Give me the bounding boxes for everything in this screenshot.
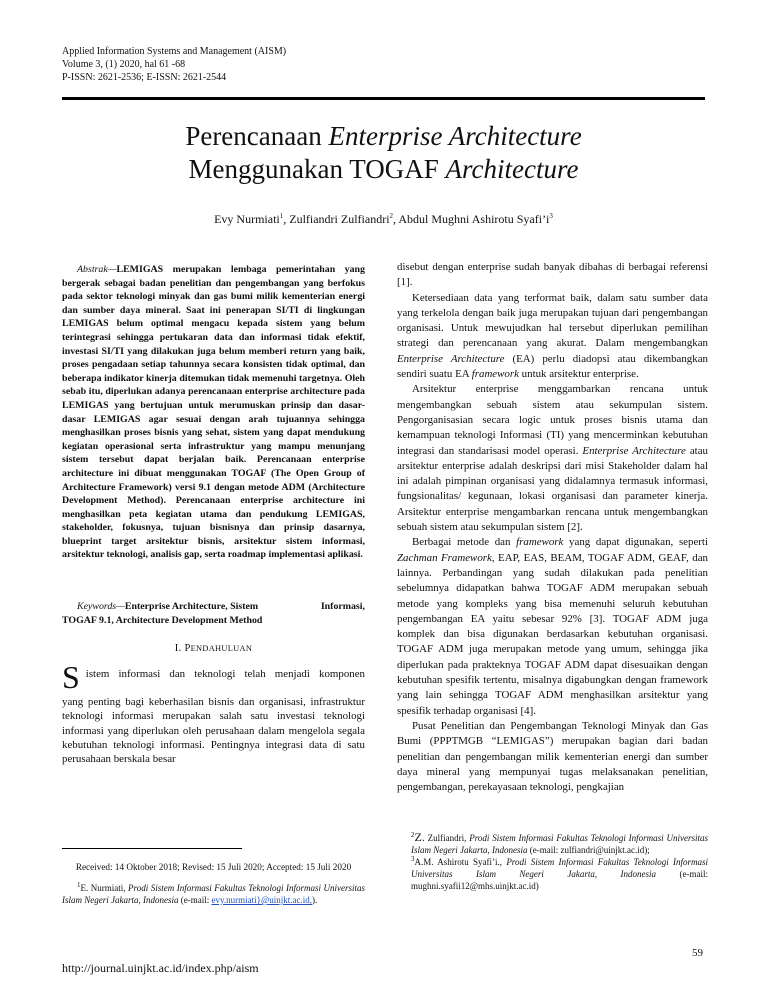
- right-column-text: disebut dengan enterprise sudah banyak dibahas di berbagai referensi [1]. Ketersediaan data yang terformat baik, dalam satu sumber data yang terkelola dengan baik juga merupakan tujuan dari pengembangan organisasi. Untuk mewujudkan hal tersebut diperlukan pemilihan strategi dan perencanaan yang akurat. Dalam mengembangkan Enterprise Architecture (EA) perlu diadopsi atau dikembangkan sendiri suatu EA framework untuk arsitektur enterprise. Arsitektur enterprise menggambarkan rencana untuk mengembangkan sebuah sistem atau sekumpulan sistem. Pengorganisasian secara logic untuk proses bisnis utama dan kemampuan teknologi Informasi (TI) yang mencerminkan kebutuhan integrasi dan standarisasi model operasi. Enterprise Architecture atau arsitektur enterprise adalah deskripsi dari misi Stakeholder dalam hal ini adalah pimpinan organisasi yang didalamnya termasuk informasi, fungsionalitas/ kegunaan, lokasi organisasi dan parameter kinerja. Arsitektur enterprise mengambarkan rencana untuk mengembangkan sebuah sistem atau sekumpulan sistem [2]. Berbagai metode dan framework yang dapat digunakan, seperti Zachman Framework, EAP, EAS, BEAM, TOGAF ADM, GEAF, dan lainnya. Perbandingan yang sudah dilakukan pada penelitian sebelumnya didapatkan bahwa TOGAF ADM merupakan sebuah metode yang kompleks yang bisa memenuhi seluruh kebutuhan pengembangan EA yaitu sebesar 92% [3]. TOGAF ADM juga komplek dan bisa digunakan berdasarkan kebutuhan organisasi. TOGAF ADM juga merupakan metode yang umum, sehingga jika diperlukan pada prakteknya TOGAF ADM dapat disesuaikan dengan kebutuhan spesifik tertentu, misalnya digabungkan dengan framework yang lain sehingga TOGAF ADM menghasilkan arsitektur yang spesifik terhadap organisasi [4]. Pusat Penelitian dan Pengembangan Teknologi Minyak dan Gas Bumi (PPPTMGB “LEMIGAS”) merupakan bagian dari badan penelitian dan pengembangan milik kementerian energi dan sumber daya mineral yang mempunyai tugas melaksanakan penelitian, pengembangan, perekayasaan teknologi, pengkajian: [397, 261, 709, 794]
- author-2: Zulfiandri Zulfiandri: [289, 212, 390, 226]
- footnote-author-1: $^1$E. Nurmiati, Prodi Sistem Informasi Fakultas Teknologi Informasi Universitas Islam Negeri Jakarta, Indonesia (e-mail: evy.nurmiati}@uinjkt.ac.id,).: [62, 881, 365, 905]
- footnote-authors-2-3: $^2$Z. Zulfiandri, Prodi Sistem Informasi Fakultas Teknologi Informasi Universitas Islam Negeri Jakarta, Indonesia (e-mail: zulfiandri@uinjkt.ac.id); $^3$A.M. Ashirotu Syafi’i., Prodi Sistem Informasi Fakultas Teknologi Informasi Universitas Islam Negeri Jakarta, Indonesia (e-mail: mughni.syafii12@mhs.uinjkt.ac.id): [411, 830, 708, 891]
- abstract-label: Abstrak—: [77, 264, 117, 275]
- author-3: Abdul Mughni Ashirotu Syafi’i: [398, 212, 550, 226]
- abstract-text: LEMIGAS merupakan lembaga pemerintahan yang bergerak sebagai badan penelitian dan pengembangan yang berfokus pada sektor teknologi minyak dan gas bumi milik kementerian energi dan sumber daya mineral. Saat ini penerapan SI/TI di lingkungan LEMIGAS belum optimal mengacu kepada sistem yang belum terintegrasi sehingga pertukaran data dan informasi tidak efektif, investasi SI/TI yang dilakukan juga belum memberi return yang baik, proses pengadaan setiap tahunnya secara konsisten tidak optimal, dan beberapa indikator kinerja ditemukan tidak memenuhi targetnya. Oleh sebab itu, diperlukan adanya perencanaan enterprise architecture pada LEMIGAS yang bertujuan untuk merumuskan prinsip dan dasar-dasar LEMIGAS agar sesuai dengan arah tujuannya sehingga menghasilkan proses bisnis yang sehat, sistem yang dapat mendukung kegiatan operasional serta infrastruktur yang mampu menunjang sistem tersebut dapat berjalan baik. Perencanaan enterprise architecture ini dibuat menggunakan TOGAF (The Open Group of Architecture Framework) versi 9.1 dengan metode ADM (Architecture Development Method). Perencanaan enterprise architecture ini menghasilkan peta kegiatan utama dan pendukung LEMIGAS, stakeholder, fokusnya, tujuan bisnisnya dan prinsip dasarnya, blueprint target arsitektur bisnis, arsitektur sistem informasi, arsitektur teknologi, analisis gap, serta roadmap implementasi aplikasi.: [62, 264, 365, 561]
- page-number: 59: [692, 947, 703, 959]
- email-link[interactable]: evy.nurmiati}@uinjkt.ac.id,: [211, 895, 312, 905]
- journal-url[interactable]: http://journal.uinjkt.ac.id/index.php/aism: [62, 961, 259, 975]
- keywords: Keywords—Enterprise Architecture, Sistem Informasi, TOGAF 9.1, Architecture Development Method: [62, 601, 365, 626]
- journal-issn: P-ISSN: 2621-2536; E-ISSN: 2621-2544: [62, 72, 227, 83]
- received-dates: Received: 14 Oktober 2018; Revised: 15 Juli 2020; Accepted: 15 Juli 2020: [75, 862, 352, 872]
- footnote-rule: [62, 848, 242, 849]
- header-rule: [62, 97, 705, 100]
- author-list: Evy Nurmiati$^1$, Zulfiandri Zulfiandri$^2$, Abdul Mughni Ashirotu $Syafi’i^3$: [214, 212, 553, 226]
- journal-name: Applied Information Systems and Management (AISM): [62, 46, 287, 57]
- abstract: [62, 263, 365, 562]
- journal-volume: Volume 3, (1) 2020, hal 61 -68: [62, 59, 186, 70]
- author-1: Evy Nurmiati: [214, 212, 280, 226]
- section-heading: I. PENDAHULUAN: [174, 643, 253, 654]
- intro-paragraph: S istem informasi dan teknologi telah menjadi komponen yang penting bagi keberhasilan bisnis dan organisasi, infrastruktur teknologi informasi merupakan salah satu investasi teknologi informasi yang diperlukan oleh perusahaan dalam mengelola segala kebutuhan teknologi informasi. Pentingnya integrasi data di satu perusahaan berskala besar: [62, 659, 365, 766]
- drop-cap: S: [62, 659, 80, 695]
- paper-title: Perencanaan Enterprise Architecture Menggunakan TOGAF Architecture: [185, 121, 582, 184]
